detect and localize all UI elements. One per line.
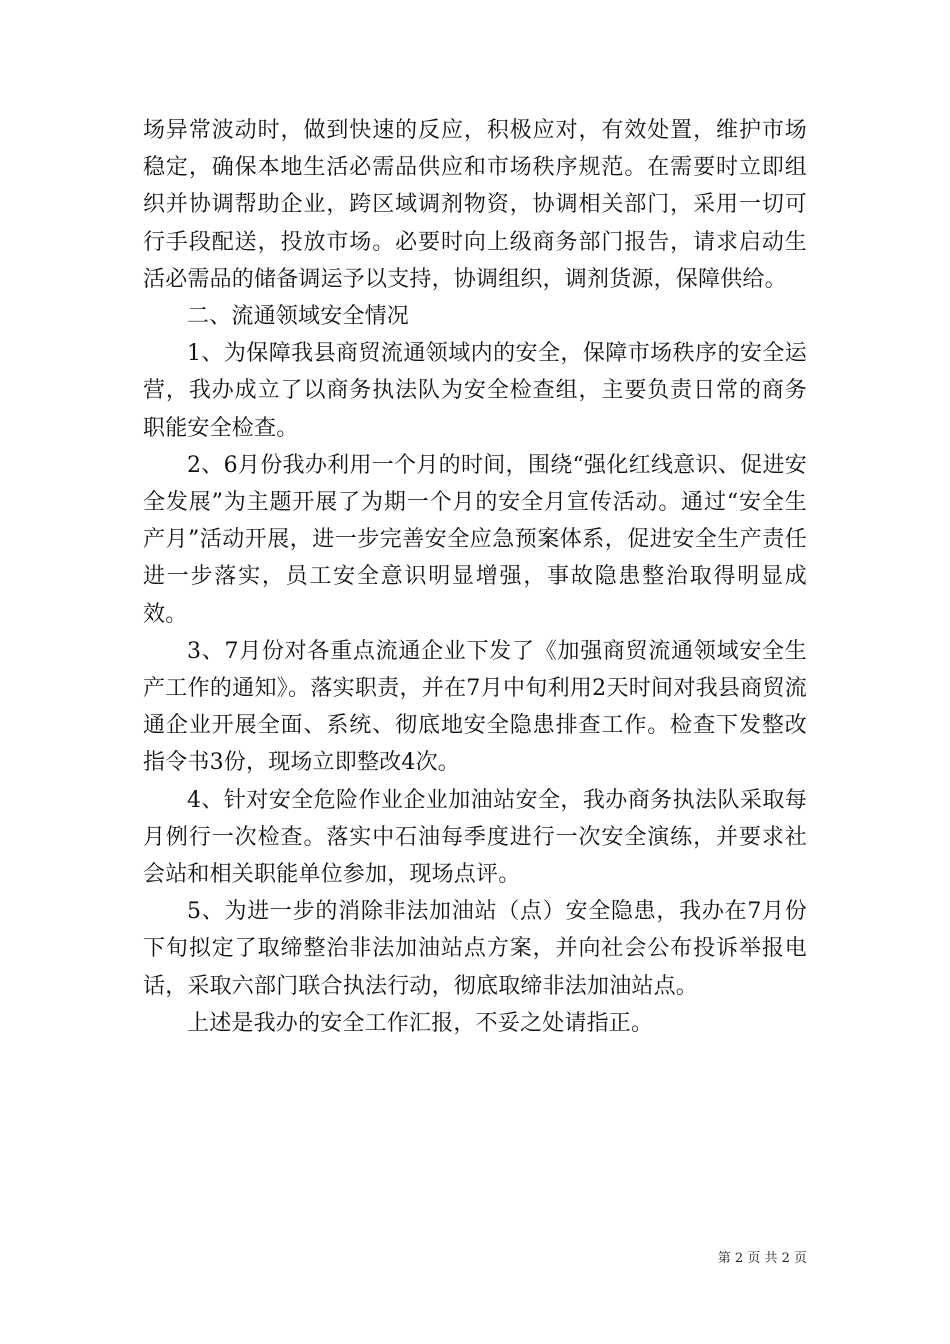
page-number-footer: 第 2 页 共 2 页 [717,1251,807,1266]
closing-paragraph: 上述是我办的安全工作汇报，不妥之处请指正。 [187,1010,654,1036]
section-heading: 二、流通领域安全情况 [187,304,410,330]
paragraph-item-2: 2、6月份我办利用一个月的时间，围绕“强化红线意识、促进安全发展”为主题开展了为期一个月的安全月宣传活动。通过“安全生产月”活动开展，进一步完善安全应急预案体系，促进安全生产责任进一步落实，员工安全意识明显增强，事故隐患整治取得明显成效。 [143,452,807,627]
paragraph-item-1: 1、为保障我县商贸流通领域内的安全，保障市场秩序的安全运营，我办成立了以商务执法队为安全检查组，主要负责日常的商务职能安全检查。 [143,341,807,441]
paragraph-item-5: 5、为进一步的消除非法加油站（点）安全隐患，我办在7月份下旬拟定了取缔整治非法加油站点方案，并向社会公布投诉举报电话，采取六部门联合执法行动，彻底取缔非法加油站点。 [143,899,807,999]
paragraph-item-3: 3、7月份对各重点流通企业下发了《加强商贸流通领域安全生产工作的通知》。落实职责，并在7月中旬利用2天时间对我县商贸流通企业开展全面、系统、彻底地安全隐患排查工作。检查下发整改指令书3份，现场立即整改4次。 [143,638,807,776]
paragraph-item-4: 4、针对安全危险作业企业加油站安全，我办商务执法队采取每月例行一次检查。落实中石油每季度进行一次安全演练，并要求社会站和相关职能单位参加，现场点评。 [143,787,807,888]
document-body [143,112,807,1042]
paragraph-continuation: 场异常波动时，做到快速的反应，积极应对，有效处置，维护市场稳定，确保本地生活必需品供应和市场秩序规范。在需要时立即组织并协调帮助企业，跨区域调剂物资，协调相关部门，采用一切可行手段配送，投放市场。必要时向上级商务部门报告，请求启动生活必需品的储备调运予以支持，协调组织，调剂货源，保障供给。 [143,118,807,292]
